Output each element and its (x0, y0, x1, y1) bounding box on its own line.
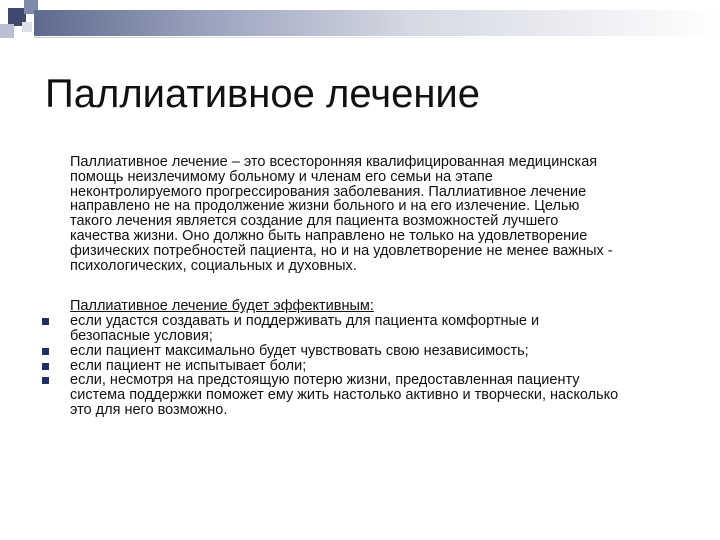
square-bullet-icon (42, 377, 49, 384)
paragraph-line: физических потребностей пациента, но и на удовлетворение не менее важных - (70, 242, 613, 259)
paragraph-line: Паллиативное лечение – это всесторонняя квалифицированная медицинская (70, 154, 598, 170)
list-item: если, несмотря на предстоящую потерю жизни, предоставленная пациенту система поддержки поможет ему жить настолько активно и творчески, насколько это для него возможно. (70, 373, 690, 417)
paragraph-line: такого лечения является создание для пациента возможностей лучшего (70, 213, 559, 230)
header-divider (34, 37, 720, 38)
conditions-list (70, 314, 690, 418)
list-item: если удастся создавать и поддерживать для пациента комфортные и безопасные условия; (70, 314, 690, 344)
square-bullet-icon (42, 348, 49, 355)
decor-square-light (0, 24, 14, 38)
slide-content (70, 155, 690, 418)
list-item: если пациент максимально будет чувствовать свою независимость; (70, 344, 690, 359)
list-item: если пациент не испытывает боли; (70, 359, 690, 374)
paragraph-line: направлено не на продолжение жизни больного и на его излечение. Целью (70, 198, 580, 215)
paragraph-line: качества жизни. Оно должно быть направлено не только на удовлетворение (70, 227, 588, 244)
decor-square-small (22, 22, 32, 32)
square-bullet-icon (42, 318, 49, 325)
header-gradient-band (34, 10, 720, 36)
definition-paragraph (70, 155, 690, 273)
slide-title: Паллиативное лечение (45, 72, 481, 116)
list-heading: Паллиативное лечение будет эффективным: (70, 298, 374, 315)
paragraph-line: неконтролируемого прогрессирования заболевания. Паллиативное лечение (70, 183, 587, 200)
paragraph-line: психологических, социальных и духовных. (70, 257, 357, 274)
paragraph-line: помощь неизлечимому больному и членам его семьи на этапе (70, 168, 493, 185)
square-bullet-icon (42, 363, 49, 370)
